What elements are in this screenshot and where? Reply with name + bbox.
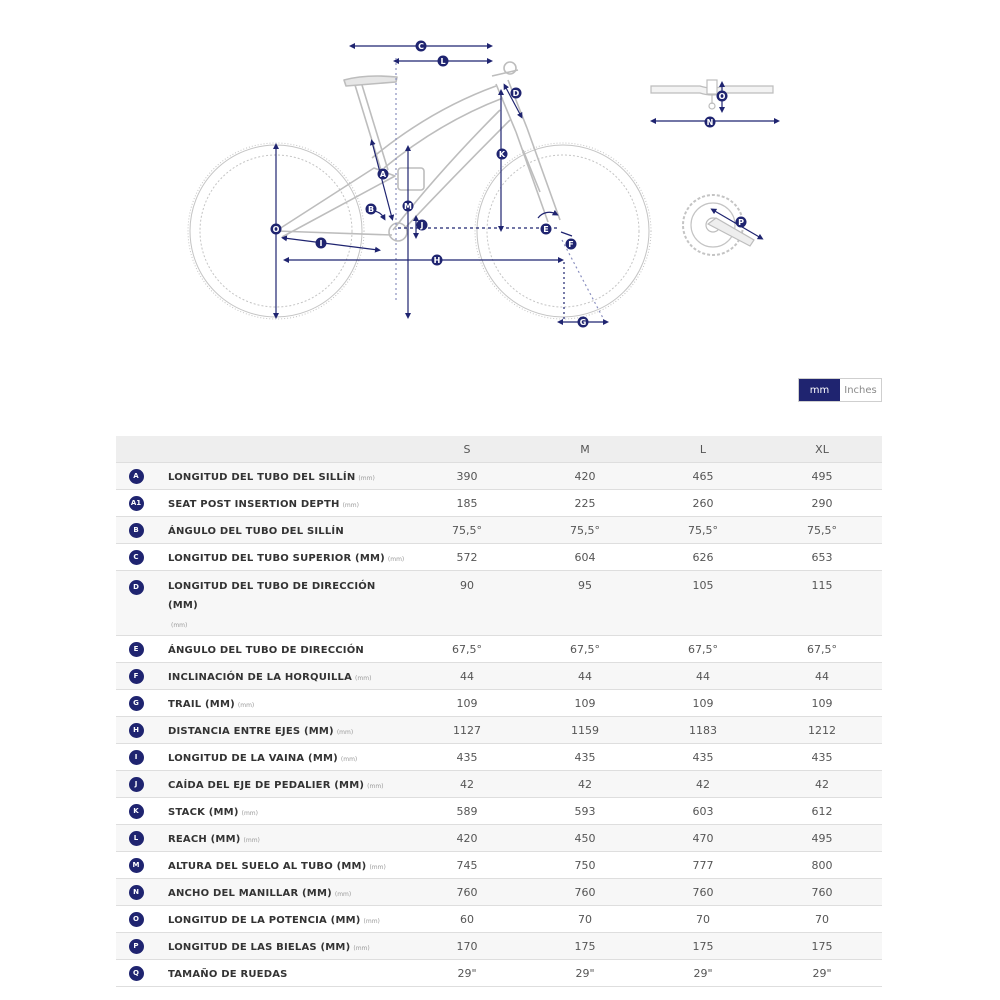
size-value-cell: 42 [408,771,526,798]
dimension-letter-badge: Q [129,966,144,981]
dimension-letter-badge: H [129,723,144,738]
size-value-cell: 175 [644,933,762,960]
size-value-cell: 450 [526,825,644,852]
diagram-letter-a [378,169,389,180]
diagram-letter-text: C [418,42,424,51]
diagram-letter-text: O [718,92,726,101]
row-letter-cell [116,690,156,717]
row-letter-cell [116,960,156,987]
dimension-letter-badge: K [129,804,144,819]
size-value-cell: 777 [644,852,762,879]
diagram-letter-text: P [738,218,744,227]
size-value-cell: 75,5° [762,517,882,544]
unit-note: (mm) [241,809,258,817]
dimension-label: ÁNGULO DEL TUBO DEL SILLÍN [168,525,344,537]
size-value-cell: 109 [762,690,882,717]
dimension-label: LONGITUD DE LA VAINA (MM) [168,752,338,764]
unit-note: (mm) [342,501,359,509]
table-row [116,933,882,960]
bike-geometry-diagram [0,0,1000,360]
dimension-letter-badge: I [129,750,144,765]
size-value-cell: 42 [526,771,644,798]
size-value-cell: 44 [526,663,644,690]
unit-note: (mm) [353,944,370,952]
row-letter-cell [116,636,156,663]
size-value-cell: 75,5° [408,517,526,544]
diagram-letter-e [541,224,552,235]
unit-note: (mm) [243,836,260,844]
diagram-letter-text: G [579,318,587,327]
diagram-letter-text: F [568,240,574,249]
size-value-cell: 470 [644,825,762,852]
dimension-letter-badge: G [129,696,144,711]
table-row [116,852,882,879]
size-value-cell: 760 [644,879,762,906]
diagram-letter-n [705,117,716,128]
dimension-label: TRAIL (MM) [168,698,235,710]
dimension-label: CAÍDA DEL EJE DE PEDALIER (MM) [168,779,365,791]
size-header: L [644,436,762,463]
unit-note: (mm) [334,890,352,898]
size-value-cell: 1212 [762,717,882,744]
dimension-label: TAMAÑO DE RUEDAS [168,968,288,980]
diagram-letter-text: N [706,118,714,127]
unit-note: (mm) [171,622,188,629]
row-label-cell [156,906,408,933]
size-value-cell: 75,5° [644,517,762,544]
size-value-cell: 626 [644,544,762,571]
diagram-letter-text: M [404,202,412,211]
size-value-cell: 109 [526,690,644,717]
row-letter-cell [116,571,156,636]
size-value-cell: 70 [762,906,882,933]
handlebar-inset [651,80,777,121]
diagram-letter-text: I [319,239,323,248]
size-value-cell: 589 [408,798,526,825]
size-value-cell: 29" [526,960,644,987]
unit-mm-button[interactable]: mm [799,379,840,401]
diagram-letter-l [438,56,449,67]
size-value-cell: 29" [644,960,762,987]
dimension-label: ALTURA DEL SUELO AL TUBO (MM) [168,860,367,872]
dimension-label: STACK (MM) [168,806,239,818]
dimension-letter-badge: L [129,831,144,846]
dimension-label: LONGITUD DEL TUBO SUPERIOR (MM) [168,552,385,564]
row-label-cell [156,798,408,825]
dimension-letter-badge: O [129,912,144,927]
dimension-label: LONGITUD DE LA POTENCIA (MM) [168,914,361,926]
row-letter-cell [116,463,156,490]
table-row [116,717,882,744]
size-value-cell: 593 [526,798,644,825]
size-value-cell: 67,5° [644,636,762,663]
diagram-letter-g [578,317,589,328]
table-row [116,463,882,490]
size-value-cell: 75,5° [526,517,644,544]
diagram-letter-j [417,220,428,231]
dimension-letter-badge: N [129,885,144,900]
size-value-cell: 745 [408,852,526,879]
row-letter-cell [116,663,156,690]
size-value-cell: 612 [762,798,882,825]
size-value-cell: 603 [644,798,762,825]
size-value-cell: 109 [408,690,526,717]
row-letter-cell [116,771,156,798]
diagram-letter-c [416,41,427,52]
size-value-cell: 435 [762,744,882,771]
size-value-cell: 604 [526,544,644,571]
unit-inches-button[interactable]: Inches [840,379,881,401]
diagram-letter-text: O [272,225,280,234]
crankset-inset [683,195,761,255]
size-value-cell: 70 [644,906,762,933]
size-value-cell: 109 [644,690,762,717]
diagram-letter-text: L [440,57,446,66]
table-row [116,663,882,690]
size-value-cell: 760 [408,879,526,906]
size-value-cell: 42 [762,771,882,798]
table-row [116,544,882,571]
table-row [116,517,882,544]
size-value-cell: 1159 [526,717,644,744]
size-header: M [526,436,644,463]
row-label-cell [156,879,408,906]
row-label-cell [156,636,408,663]
size-value-cell: 90 [408,571,526,636]
diagram-letter-text: J [420,221,424,230]
size-value-cell: 435 [526,744,644,771]
table-row [116,744,882,771]
row-label-cell [156,825,408,852]
table-body [116,463,882,987]
diagram-letter-b [366,204,377,215]
dimension-letter-badge: D [129,580,144,595]
unit-note: (mm) [367,782,384,790]
dimension-label: REACH (MM) [168,833,241,845]
diagram-letter-m [403,201,414,212]
dimension-letter-badge: C [129,550,144,565]
unit-note: (mm) [336,728,354,736]
header-letter-cell [116,436,156,463]
row-letter-cell [116,825,156,852]
row-letter-cell [116,744,156,771]
size-value-cell: 435 [644,744,762,771]
unit-note: (mm) [237,701,255,709]
size-value-cell: 95 [526,571,644,636]
diagram-letter-h [432,255,443,266]
diagram-letter-text: B [367,205,375,214]
row-label-cell [156,933,408,960]
row-label-cell [156,960,408,987]
table-row [116,571,882,636]
row-label-cell [156,852,408,879]
table-row [116,636,882,663]
diagram-letter-o [717,91,728,102]
size-value-cell: 60 [408,906,526,933]
size-value-cell: 653 [762,544,882,571]
size-value-cell: 44 [762,663,882,690]
size-value-cell: 760 [526,879,644,906]
size-value-cell: 495 [762,825,882,852]
row-letter-cell [116,852,156,879]
row-letter-cell [116,544,156,571]
size-value-cell: 105 [644,571,762,636]
dimension-label: INCLINACIÓN DE LA HORQUILLA [168,671,353,683]
size-value-cell: 67,5° [526,636,644,663]
row-letter-cell [116,798,156,825]
row-letter-cell [116,517,156,544]
size-value-cell: 760 [762,879,882,906]
size-value-cell: 435 [408,744,526,771]
dimension-letter-badge: A [129,469,144,484]
size-value-cell: 420 [408,825,526,852]
size-value-cell: 170 [408,933,526,960]
row-label-cell [156,490,408,517]
diagram-letter-text: H [433,256,441,265]
dimension-label: ANCHO DEL MANILLAR (MM) [168,887,332,899]
row-letter-cell [116,490,156,517]
size-header: S [408,436,526,463]
size-value-cell: 1127 [408,717,526,744]
size-value-cell: 420 [526,463,644,490]
row-label-cell [156,771,408,798]
table-row [116,490,882,517]
size-value-cell: 70 [526,906,644,933]
dimension-label: DISTANCIA ENTRE EJES (MM) [168,725,334,737]
row-letter-cell [116,717,156,744]
size-value-cell: 29" [762,960,882,987]
table-row [116,879,882,906]
size-value-cell: 390 [408,463,526,490]
size-value-cell: 67,5° [762,636,882,663]
size-value-cell: 1183 [644,717,762,744]
unit-note: (mm) [355,674,372,682]
diagram-letter-d [511,88,522,99]
dimension-letter-badge: F [129,669,144,684]
row-label-cell [156,517,408,544]
dimension-letter-badge: A1 [129,496,144,511]
table-row [116,960,882,987]
row-label-cell [156,544,408,571]
size-value-cell: 572 [408,544,526,571]
unit-note: (mm) [358,474,375,482]
size-value-cell: 175 [762,933,882,960]
row-label-cell [156,690,408,717]
unit-toggle [798,378,882,402]
diagram-letter-k [497,149,508,160]
dimension-label: LONGITUD DEL TUBO DE DIRECCIÓN (MM) [168,581,376,611]
size-value-cell: 44 [644,663,762,690]
size-header: XL [762,436,882,463]
diagram-letter-text: D [512,89,520,98]
dimension-letter-badge: P [129,939,144,954]
unit-note: (mm) [363,917,380,925]
table-header-row [116,436,882,463]
size-value-cell: 29" [408,960,526,987]
dimension-label: LONGITUD DE LAS BIELAS (MM) [168,941,351,953]
size-value-cell: 495 [762,463,882,490]
row-letter-cell [116,879,156,906]
size-value-cell: 115 [762,571,882,636]
geometry-table [116,436,882,987]
dimension-letter-badge: J [129,777,144,792]
unit-note: (mm) [369,863,386,871]
dimension-letter-badge: M [129,858,144,873]
row-letter-cell [116,906,156,933]
unit-note: (mm) [340,755,358,763]
dimension-letter-badge: B [129,523,144,538]
dimension-label: LONGITUD DEL TUBO DEL SILLÍN [168,471,356,483]
row-label-cell [156,744,408,771]
row-letter-cell [116,933,156,960]
size-value-cell: 800 [762,852,882,879]
diagram-letter-o [271,224,282,235]
dimension-letter-badge: E [129,642,144,657]
diagram-letter-text: E [543,225,549,234]
size-value-cell: 260 [644,490,762,517]
size-value-cell: 465 [644,463,762,490]
diagram-letter-p [736,217,747,228]
table-row [116,771,882,798]
diagram-letter-f [566,239,577,250]
row-label-cell [156,463,408,490]
table-row [116,825,882,852]
row-label-cell [156,571,408,636]
size-value-cell: 225 [526,490,644,517]
row-label-cell [156,717,408,744]
size-value-cell: 67,5° [408,636,526,663]
dimension-label: ÁNGULO DEL TUBO DE DIRECCIÓN [168,644,365,656]
size-value-cell: 750 [526,852,644,879]
dimension-label: SEAT POST INSERTION DEPTH [168,498,340,510]
header-label-cell [156,436,408,463]
size-value-cell: 42 [644,771,762,798]
table-row [116,798,882,825]
diagram-letter-text: K [498,150,506,159]
table-row [116,690,882,717]
unit-note: (mm) [387,555,405,563]
dimension-lines [276,46,606,322]
size-value-cell: 44 [408,663,526,690]
table-row [116,906,882,933]
diagram-letter-i [316,238,327,249]
diagram-badges [271,41,747,328]
diagram-letter-text: A [379,170,387,179]
size-value-cell: 290 [762,490,882,517]
row-label-cell [156,663,408,690]
size-value-cell: 185 [408,490,526,517]
size-value-cell: 175 [526,933,644,960]
